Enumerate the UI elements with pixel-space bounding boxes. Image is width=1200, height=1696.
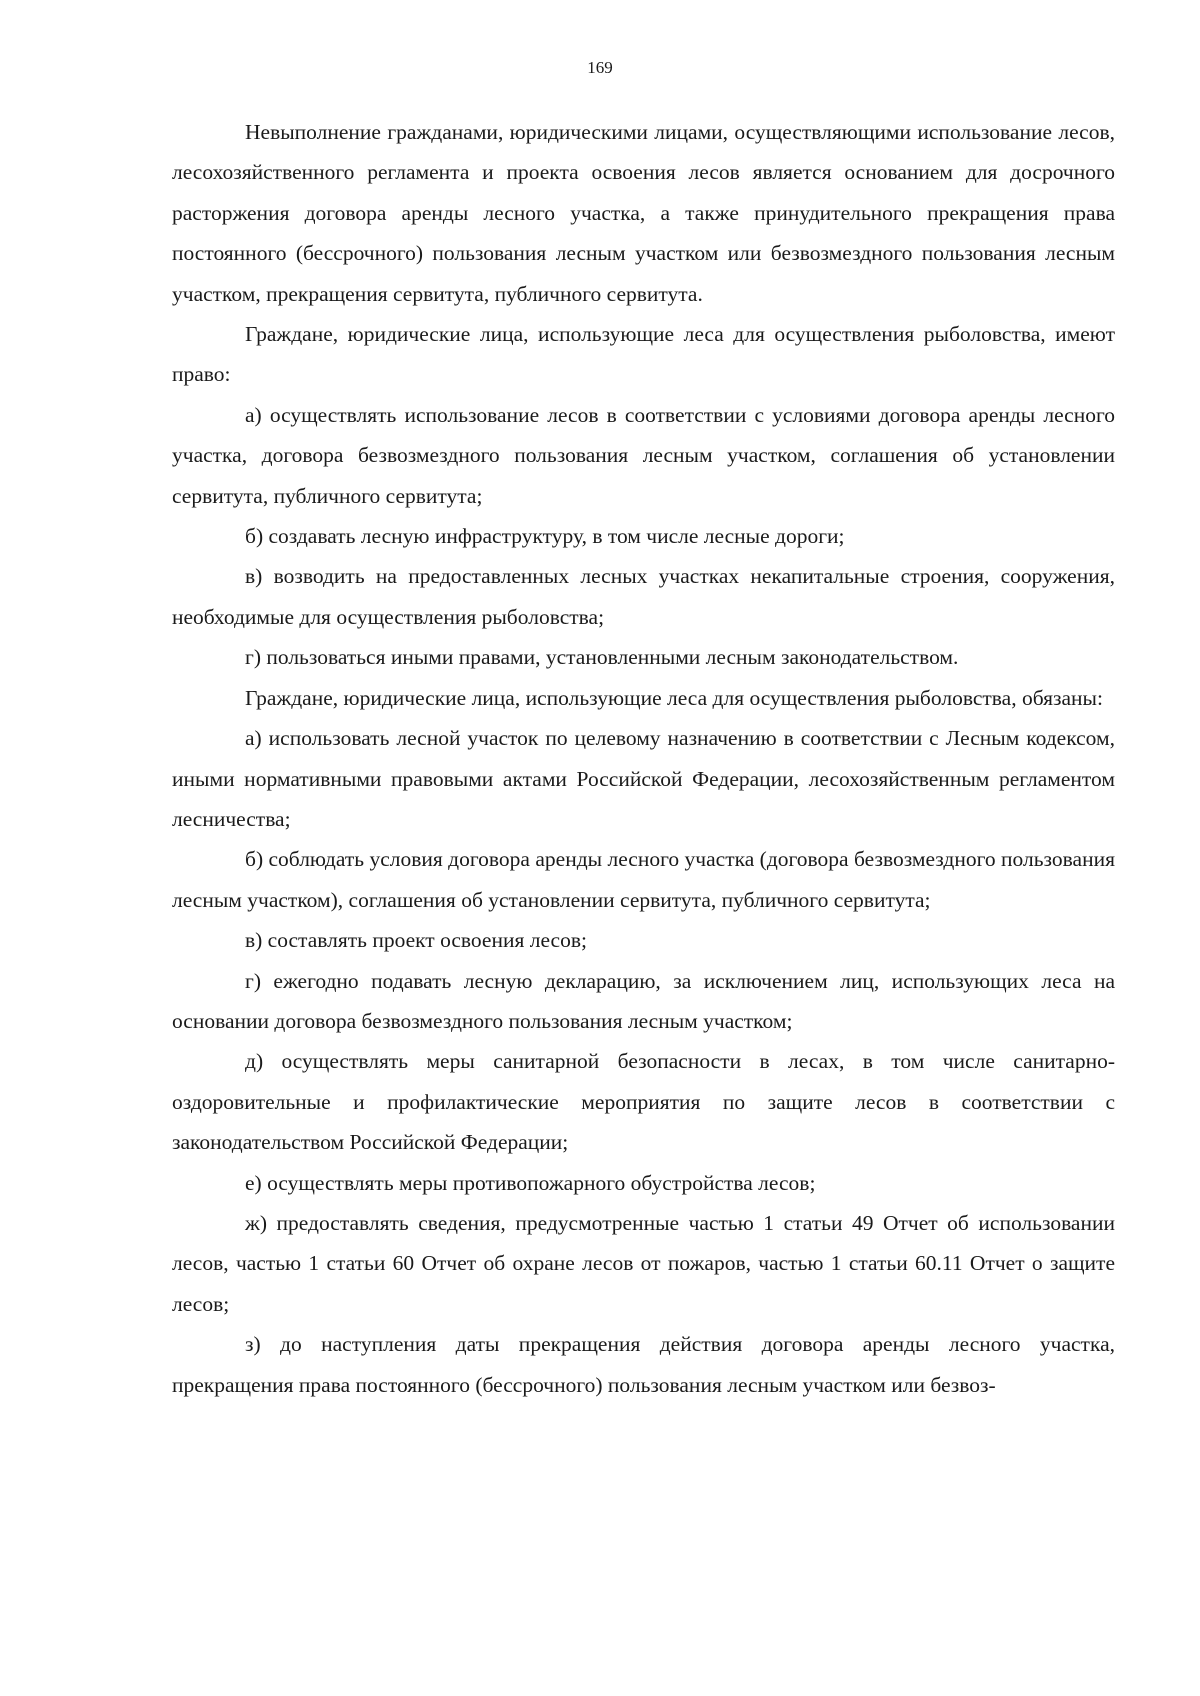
list-item-right-b: б) создавать лесную инфраструктуру, в том числе лесные дороги; [245, 524, 845, 549]
list-item-right-v: в) возводить на предоставленных лесных участках некапитальные строения, сооружения, необходимые для осуществления рыболовства; [172, 564, 1115, 629]
list-item-duty-a: а) использовать лесной участок по целевому назначению в соответствии с Лесным кодексом, иными нормативными правовыми актами Российской Федерации, лесохозяйственным регламентом лесничества; [172, 726, 1115, 831]
list-item-right-a: а) осуществлять использование лесов в соответствии с условиями договора аренды лесного участка, договора безвозмездного пользования лесным участком, соглашения об установлении сервитута, публичного сервитута; [172, 402, 1115, 508]
paragraph-rights-intro: Граждане, юридические лица, использующие леса для осуществления рыболовства, имеют право: [172, 322, 1115, 387]
list-item-duty-b: б) соблюдать условия договора аренды лесного участка (договора безвозмездного пользования лесным участком), соглашения об установлении сервитута, публичного сервитута; [172, 847, 1115, 912]
document-body [172, 112, 1115, 1405]
list-item-right-g: г) пользоваться иными правами, установленными лесным законодательством. [245, 645, 959, 670]
paragraph-noncompliance: Невыполнение гражданами, юридическими лицами, осуществляющими использование лесов, лесохозяйственного регламента и проекта освоения лесов является основанием для досрочного расторжения договора аренды лесного участка, а также принудительного прекращения права постоянного (бессрочного) пользования лесным участком или безвозмездного пользования лесным участком, прекращения сервитута, публичного сервитута. [172, 120, 1115, 306]
list-item-duty-g: г) ежегодно подавать лесную декларацию, за исключением лиц, использующих леса на основании договора безвозмездного пользования лесным участком; [172, 968, 1115, 1033]
list-item-duty-d: д) осуществлять меры санитарной безопасности в лесах, в том числе санитарно-оздоровительные и профилактические мероприятия по защите лесов в соответствии с законодательством Российской Федерации; [172, 1049, 1115, 1155]
list-item-duty-z: з) до наступления даты прекращения действия договора аренды лесного участка, прекращения права постоянного (бессрочного) пользования лесным участком или безвоз- [172, 1332, 1115, 1397]
list-item-duty-e: е) осуществлять меры противопожарного обустройства лесов; [245, 1170, 816, 1195]
page-number: 169 [587, 58, 613, 77]
list-item-duty-zh: ж) предоставлять сведения, предусмотренные частью 1 статьи 49 Отчет об использовании лесов, частью 1 статьи 60 Отчет об охране лесов от пожаров, частью 1 статьи 60.11 Отчет о защите лесов; [172, 1210, 1115, 1316]
list-item-duty-v: в) составлять проект освоения лесов; [245, 928, 587, 953]
paragraph-duties-intro: Граждане, юридические лица, использующие леса для осуществления рыболовства, обязаны: [245, 685, 1103, 710]
